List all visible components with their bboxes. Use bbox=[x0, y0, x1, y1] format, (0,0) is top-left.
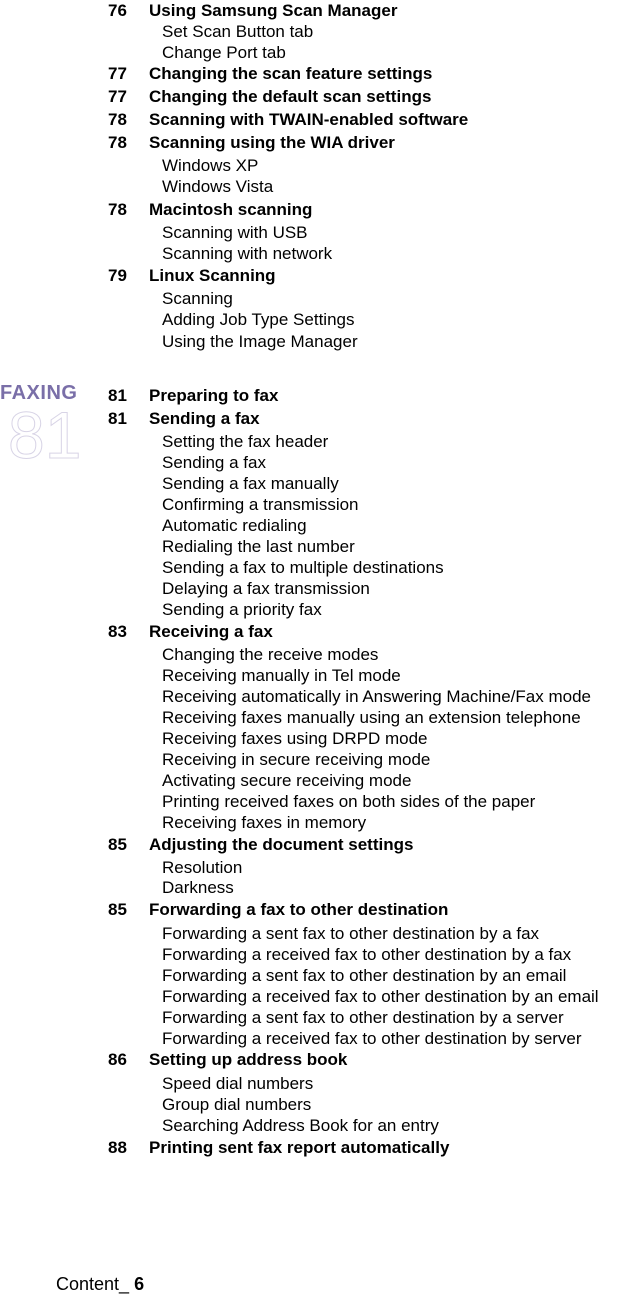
toc-section-title: Forwarding a fax to other destination bbox=[149, 900, 449, 919]
toc-subitem[interactable]: Sending a fax bbox=[162, 453, 266, 472]
toc-subitem[interactable]: Resolution bbox=[162, 858, 243, 877]
toc-subitem[interactable]: Receiving faxes using DRPD mode bbox=[162, 729, 428, 748]
toc-subitem[interactable]: Forwarding a sent fax to other destination by a fax bbox=[162, 924, 540, 943]
toc-section[interactable] bbox=[108, 385, 278, 407]
toc-page-number: 78 bbox=[108, 110, 127, 129]
toc-subitem[interactable]: Forwarding a received fax to other destination by a fax bbox=[162, 945, 572, 964]
toc-subitem[interactable]: Delaying a fax transmission bbox=[162, 579, 370, 598]
toc-subitem[interactable]: Scanning bbox=[162, 289, 233, 308]
toc-page-number: 81 bbox=[108, 409, 127, 428]
toc-section[interactable] bbox=[108, 199, 312, 221]
toc-section-title: Receiving a fax bbox=[149, 622, 273, 641]
toc-subitem[interactable]: Scanning with network bbox=[162, 244, 333, 263]
toc-subitem[interactable]: Setting the fax header bbox=[162, 432, 329, 451]
toc-subitem[interactable]: Set Scan Button tab bbox=[162, 22, 314, 41]
chapter-number: 81 bbox=[8, 398, 82, 472]
toc-section-title: Scanning using the WIA driver bbox=[149, 133, 395, 152]
toc-section-title: Preparing to fax bbox=[149, 386, 279, 405]
toc-section[interactable] bbox=[108, 109, 468, 131]
toc-page-number: 76 bbox=[108, 1, 127, 20]
toc-subitem[interactable]: Receiving in secure receiving mode bbox=[162, 750, 431, 769]
toc-page-number: 78 bbox=[108, 133, 127, 152]
toc-page-number: 88 bbox=[108, 1138, 127, 1157]
toc-subitem[interactable]: Forwarding a received fax to other destination by an email bbox=[162, 987, 599, 1006]
footer-label: Content_ bbox=[56, 1274, 135, 1294]
toc-subitem[interactable]: Receiving manually in Tel mode bbox=[162, 666, 401, 685]
toc-section[interactable] bbox=[108, 86, 431, 108]
toc-section-title: Using Samsung Scan Manager bbox=[149, 1, 398, 20]
toc-subitem[interactable]: Activating secure receiving mode bbox=[162, 771, 412, 790]
toc-section[interactable] bbox=[108, 408, 260, 430]
toc-subitem[interactable]: Receiving faxes in memory bbox=[162, 813, 367, 832]
toc-subitem[interactable]: Forwarding a sent fax to other destination by a server bbox=[162, 1008, 564, 1027]
toc-subitem[interactable]: Printing received faxes on both sides of the paper bbox=[162, 792, 536, 811]
toc-subitem[interactable]: Using the Image Manager bbox=[162, 332, 358, 351]
toc-subitem[interactable]: Change Port tab bbox=[162, 43, 286, 62]
toc-section-title: Linux Scanning bbox=[149, 266, 276, 285]
toc-section[interactable] bbox=[108, 265, 276, 287]
toc-page-number: 77 bbox=[108, 64, 127, 83]
toc-subitem[interactable]: Redialing the last number bbox=[162, 537, 355, 556]
toc-page-number: 83 bbox=[108, 622, 127, 641]
page-number: 6 bbox=[134, 1274, 145, 1294]
toc-subitem[interactable]: Darkness bbox=[162, 878, 234, 897]
toc-subitem[interactable]: Searching Address Book for an entry bbox=[162, 1116, 439, 1135]
toc-subitem[interactable]: Sending a priority fax bbox=[162, 600, 322, 619]
toc-subitem[interactable]: Forwarding a sent fax to other destination by an email bbox=[162, 966, 567, 985]
toc-section[interactable] bbox=[108, 132, 395, 154]
toc-subitem[interactable]: Receiving automatically in Answering Machine/Fax mode bbox=[162, 687, 591, 706]
toc-section[interactable] bbox=[108, 0, 397, 22]
toc-subitem[interactable]: Adding Job Type Settings bbox=[162, 310, 355, 329]
toc-section-title: Printing sent fax report automatically bbox=[149, 1138, 450, 1157]
page-footer bbox=[56, 1272, 144, 1296]
toc-section-title: Changing the scan feature settings bbox=[149, 64, 433, 83]
toc-section[interactable] bbox=[108, 63, 432, 85]
toc-section[interactable] bbox=[108, 1137, 449, 1159]
toc-subitem[interactable]: Sending a fax manually bbox=[162, 474, 339, 493]
toc-section[interactable] bbox=[108, 621, 273, 643]
toc-section[interactable] bbox=[108, 834, 413, 856]
toc-page-number: 86 bbox=[108, 1050, 127, 1069]
toc-subitem[interactable]: Automatic redialing bbox=[162, 516, 307, 535]
toc-section-title: Sending a fax bbox=[149, 409, 260, 428]
toc-section-title: Adjusting the document settings bbox=[149, 835, 414, 854]
toc-subitem[interactable]: Changing the receive modes bbox=[162, 645, 379, 664]
toc-subitem[interactable]: Windows XP bbox=[162, 156, 259, 175]
toc-page-number: 85 bbox=[108, 835, 127, 854]
toc-subitem[interactable]: Speed dial numbers bbox=[162, 1074, 314, 1093]
toc-section[interactable] bbox=[108, 1049, 347, 1071]
toc-section-title: Changing the default scan settings bbox=[149, 87, 432, 106]
toc-subitem[interactable]: Windows Vista bbox=[162, 177, 274, 196]
chapter-name: FAXING bbox=[0, 382, 78, 404]
toc-page-number: 81 bbox=[108, 386, 127, 405]
toc-subitem[interactable]: Scanning with USB bbox=[162, 223, 308, 242]
toc-page-number: 79 bbox=[108, 266, 127, 285]
toc-section-title: Setting up address book bbox=[149, 1050, 348, 1069]
toc-page-number: 78 bbox=[108, 200, 127, 219]
toc-section-title: Scanning with TWAIN-enabled software bbox=[149, 110, 469, 129]
toc-subitem[interactable]: Forwarding a received fax to other destination by server bbox=[162, 1029, 582, 1048]
toc-page-number: 85 bbox=[108, 900, 127, 919]
toc-page-number: 77 bbox=[108, 87, 127, 106]
toc-subitem[interactable]: Confirming a transmission bbox=[162, 495, 359, 514]
toc-section-title: Macintosh scanning bbox=[149, 200, 313, 219]
toc-subitem[interactable]: Receiving faxes manually using an extension telephone bbox=[162, 708, 581, 727]
toc-subitem[interactable]: Sending a fax to multiple destinations bbox=[162, 558, 444, 577]
toc-section[interactable] bbox=[108, 899, 448, 921]
toc-subitem[interactable]: Group dial numbers bbox=[162, 1095, 312, 1114]
